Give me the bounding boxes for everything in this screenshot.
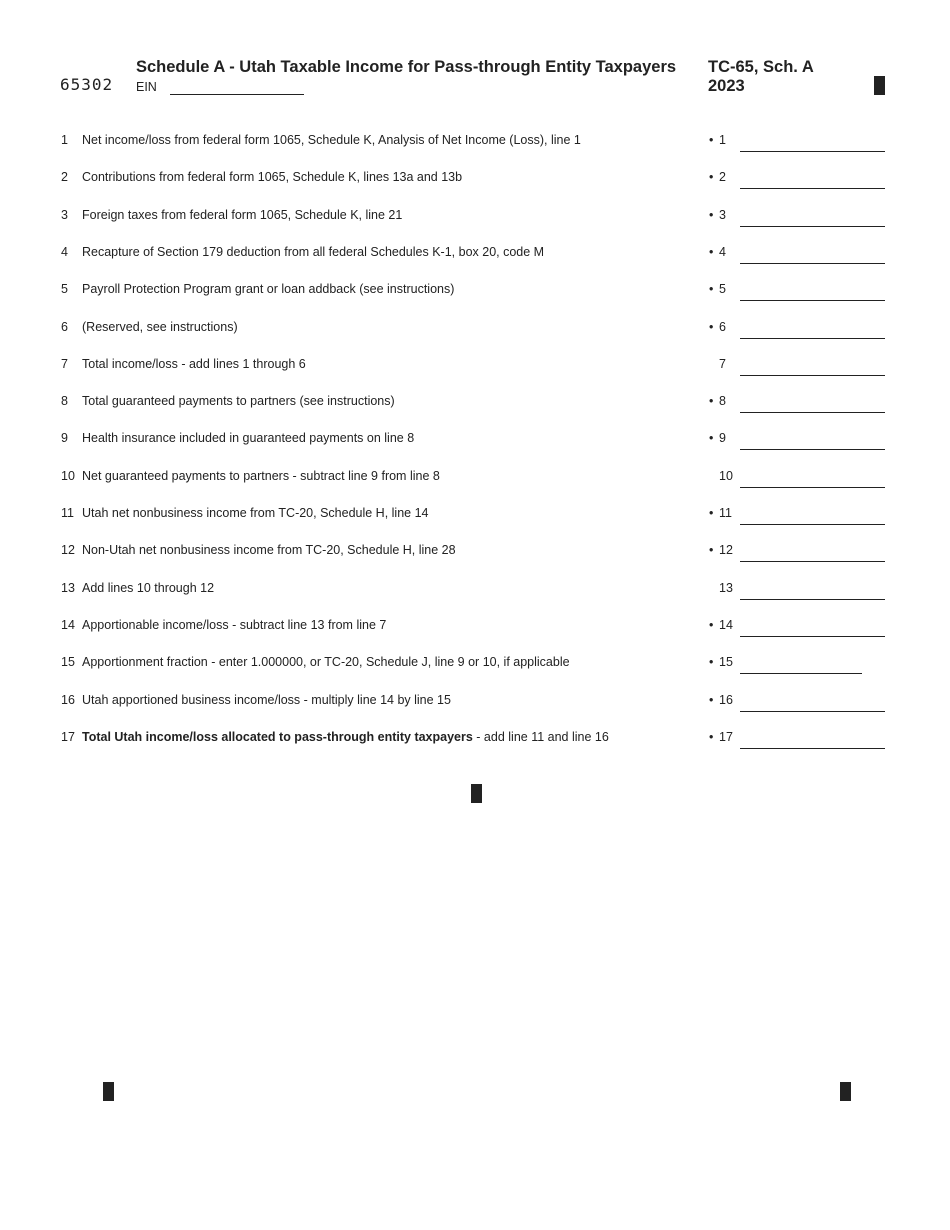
line-row-17 bbox=[0, 730, 950, 750]
box-number: 16 bbox=[719, 692, 733, 707]
line-number: 2 bbox=[61, 170, 68, 185]
required-bullet-icon: • bbox=[709, 617, 714, 632]
required-bullet-icon: • bbox=[709, 543, 714, 558]
line-number: 17 bbox=[61, 729, 75, 744]
line-1-input[interactable] bbox=[740, 135, 885, 152]
line-description: Payroll Protection Program grant or loan addback (see instructions) bbox=[82, 282, 455, 297]
line-number: 5 bbox=[61, 282, 68, 297]
line-number: 1 bbox=[61, 133, 68, 147]
line-row-16 bbox=[0, 693, 950, 713]
line-description: Total guaranteed payments to partners (see instructions) bbox=[82, 394, 395, 409]
box-number: 9 bbox=[719, 431, 726, 446]
box-number: 7 bbox=[719, 356, 726, 371]
line-description: Non-Utah net nonbusiness income from TC-20, Schedule H, line 28 bbox=[82, 543, 456, 558]
line-16-input[interactable] bbox=[740, 695, 885, 712]
line-12-input[interactable] bbox=[740, 545, 885, 562]
line-row-13 bbox=[0, 581, 950, 601]
page-title: Schedule A - Utah Taxable Income for Pass-through Entity Taxpayers bbox=[136, 58, 677, 76]
line-description: Utah net nonbusiness income from TC-20, Schedule H, line 14 bbox=[82, 506, 429, 520]
required-bullet-icon: • bbox=[709, 431, 714, 446]
box-number: 17 bbox=[719, 729, 733, 744]
box-number: 10 bbox=[719, 468, 733, 483]
line-number: 9 bbox=[61, 431, 68, 446]
form-identifier bbox=[708, 58, 814, 96]
line-description: Add lines 10 through 12 bbox=[82, 580, 215, 595]
line-description: Health insurance included in guaranteed payments on line 8 bbox=[82, 431, 415, 446]
registration-mark-bottom-left bbox=[103, 1082, 114, 1101]
line-4-input[interactable] bbox=[740, 247, 885, 264]
line-row-10 bbox=[0, 469, 950, 489]
line-row-4 bbox=[0, 245, 950, 265]
line-description: Recapture of Section 179 deduction from all federal Schedules K-1, box 20, code M bbox=[82, 244, 545, 259]
form-id-text: TC-65, Sch. A bbox=[708, 58, 814, 76]
box-number: 12 bbox=[719, 543, 733, 558]
line-row-1 bbox=[0, 133, 950, 153]
box-number: 6 bbox=[719, 319, 726, 334]
line-row-8 bbox=[0, 394, 950, 414]
box-number: 13 bbox=[719, 580, 733, 595]
line-number: 15 bbox=[61, 655, 75, 670]
required-bullet-icon: • bbox=[709, 394, 714, 409]
box-number: 14 bbox=[719, 617, 733, 632]
line-number: 14 bbox=[61, 617, 75, 632]
line-number: 10 bbox=[61, 468, 75, 483]
box-number: 11 bbox=[719, 506, 732, 520]
box-number: 4 bbox=[719, 244, 726, 259]
ein-field[interactable] bbox=[170, 94, 304, 95]
registration-mark-bottom-right bbox=[840, 1082, 851, 1101]
registration-mark-top-right bbox=[874, 76, 885, 95]
line-row-5 bbox=[0, 282, 950, 302]
line-number: 4 bbox=[61, 244, 68, 259]
line-number: 7 bbox=[61, 356, 68, 371]
box-number: 15 bbox=[719, 655, 733, 670]
line-description: Utah apportioned business income/loss - multiply line 14 by line 15 bbox=[82, 692, 451, 707]
line-number: 6 bbox=[61, 319, 68, 334]
line-5-input[interactable] bbox=[740, 284, 885, 301]
line-number: 8 bbox=[61, 394, 68, 409]
line-row-7 bbox=[0, 357, 950, 377]
line-row-9 bbox=[0, 431, 950, 451]
required-bullet-icon: • bbox=[709, 692, 714, 707]
line-number: 16 bbox=[61, 692, 75, 707]
required-bullet-icon: • bbox=[709, 506, 714, 520]
line-description-rest: - add line 11 and line 16 bbox=[472, 729, 609, 744]
box-number: 8 bbox=[719, 394, 726, 409]
line-row-15 bbox=[0, 655, 950, 675]
required-bullet-icon: • bbox=[709, 133, 714, 147]
line-description: (Reserved, see instructions) bbox=[82, 319, 238, 334]
required-bullet-icon: • bbox=[709, 729, 714, 744]
line-description: Foreign taxes from federal form 1065, Schedule K, line 21 bbox=[82, 207, 403, 222]
line-description: Apportionable income/loss - subtract line 13 from line 7 bbox=[82, 617, 387, 632]
required-bullet-icon: • bbox=[709, 170, 714, 185]
line-row-2 bbox=[0, 170, 950, 190]
line-description: Net income/loss from federal form 1065, Schedule K, Analysis of Net Income (Loss), line 1 bbox=[82, 133, 581, 147]
line-10-input[interactable] bbox=[740, 471, 885, 488]
line-15-input[interactable] bbox=[740, 657, 862, 674]
line-13-input[interactable] bbox=[740, 583, 885, 600]
line-11-input[interactable] bbox=[740, 508, 885, 525]
required-bullet-icon: • bbox=[709, 319, 714, 334]
box-number: 5 bbox=[719, 282, 726, 297]
line-row-6 bbox=[0, 320, 950, 340]
line-number: 11 bbox=[61, 506, 74, 520]
line-8-input[interactable] bbox=[740, 396, 885, 413]
form-year: 2023 bbox=[708, 77, 745, 95]
line-3-input[interactable] bbox=[740, 210, 885, 227]
line-9-input[interactable] bbox=[740, 433, 885, 450]
required-bullet-icon: • bbox=[709, 655, 714, 670]
line-number: 3 bbox=[61, 207, 68, 222]
line-number: 13 bbox=[61, 580, 75, 595]
ein-label: EIN bbox=[136, 80, 157, 94]
registration-mark-center bbox=[471, 784, 482, 803]
line-6-input[interactable] bbox=[740, 322, 885, 339]
form-code: 65302 bbox=[60, 75, 114, 94]
box-number: 3 bbox=[719, 207, 726, 222]
required-bullet-icon: • bbox=[709, 207, 714, 222]
line-row-12 bbox=[0, 543, 950, 563]
line-description: Total income/loss - add lines 1 through 6 bbox=[82, 356, 306, 371]
line-14-input[interactable] bbox=[740, 620, 885, 637]
line-row-14 bbox=[0, 618, 950, 638]
line-description: Contributions from federal form 1065, Schedule K, lines 13a and 13b bbox=[82, 170, 463, 185]
line-2-input[interactable] bbox=[740, 172, 885, 189]
line-7-input[interactable] bbox=[740, 359, 885, 376]
box-number: 2 bbox=[719, 170, 726, 185]
box-number: 1 bbox=[719, 133, 726, 147]
line-description bbox=[82, 730, 609, 744]
line-description: Apportionment fraction - enter 1.000000, or TC-20, Schedule J, line 9 or 10, if applicable bbox=[82, 655, 570, 670]
line-row-3 bbox=[0, 208, 950, 228]
line-description: Net guaranteed payments to partners - subtract line 9 from line 8 bbox=[82, 468, 440, 483]
line-number: 12 bbox=[61, 543, 75, 558]
required-bullet-icon: • bbox=[709, 282, 714, 297]
line-description-bold: Total Utah income/loss allocated to pass-through entity taxpayers bbox=[82, 729, 473, 744]
required-bullet-icon: • bbox=[709, 244, 714, 259]
line-17-input[interactable] bbox=[740, 732, 885, 749]
line-row-11 bbox=[0, 506, 950, 526]
